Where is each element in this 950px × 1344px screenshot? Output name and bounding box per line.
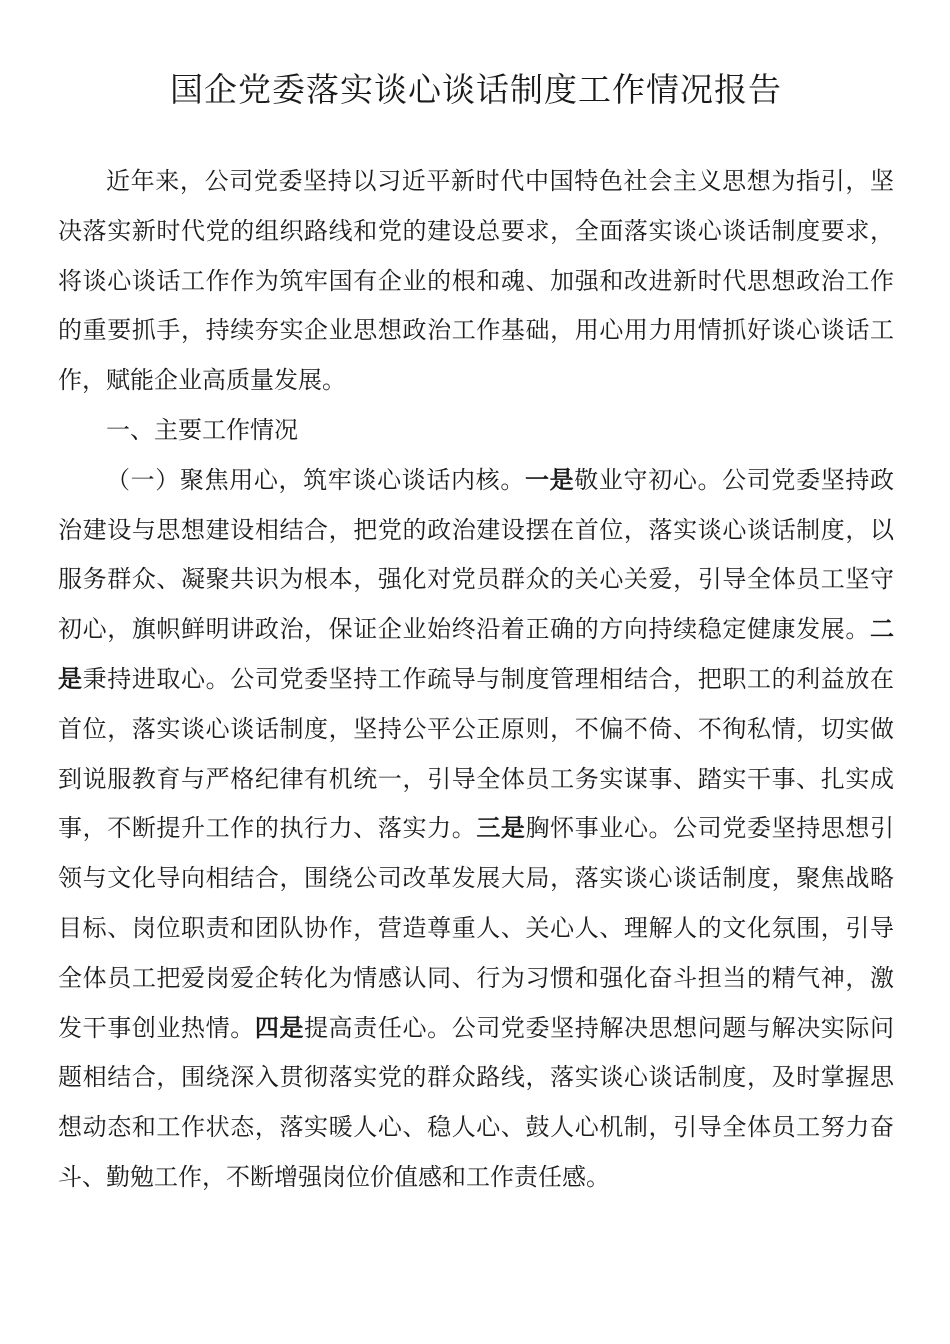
document-page [58, 0, 894, 1203]
item-text-2: 秉持进取心。公司党委坚持工作疏导与制度管理相结合，把职工的利益放在首位，落实谈心谈话制度，坚持公平公正原则，不偏不倚、不徇私情，切实做到说服教育与严格纪律有机统一，引导全体员工务实谋事、踏实干事、扎实成事，不断提升工作的执行力、落实力。 [58, 664, 895, 843]
intro-paragraph: 近年来，公司党委坚持以习近平新时代中国特色社会主义思想为指引，坚决落实新时代党的组织路线和党的建设总要求，全面落实谈心谈话制度要求，将谈心谈话工作作为筑牢国有企业的根和魂、加强和改进新时代思想政治工作的重要抓手，持续夯实企业思想政治工作基础，用心用力用情抓好谈心谈话工作，赋能企业高质量发展。 [58, 167, 894, 395]
item-label-2: 二是 [58, 615, 894, 693]
section-paragraph [58, 456, 894, 1203]
item-label-3: 三是 [476, 814, 526, 843]
section-heading: 一、主要工作情况 [106, 415, 298, 444]
item-text-4: 提高责任心。公司党委坚持解决思想问题与解决实际问题相结合，围绕深入贯彻落实党的群众路线，落实谈心谈话制度，及时掌握思想动态和工作状态，落实暖人心、稳人心、鼓人心机制，引导全体员工努力奋斗、勤勉工作，不断增强岗位价值感和工作责任感。 [58, 1013, 895, 1191]
document-title: 国企党委落实谈心谈话制度工作情况报告 [170, 70, 782, 109]
item-text-3: 胸怀事业心。公司党委坚持思想引领与文化导向相结合，围绕公司改革发展大局，落实谈心谈话制度，聚焦战略目标、岗位职责和团队协作，营造尊重人、关心人、理解人的文化氛围，引导全体员工把爱岗爱企转化为情感认同、行为习惯和强化奋斗担当的精气神，激发干事创业热情。 [58, 814, 895, 1042]
item-label-4: 四是 [254, 1013, 305, 1042]
subsection-lead: （一）聚焦用心，筑牢谈心谈话内核。 [106, 465, 525, 494]
item-text-1: 敬业守初心。公司党委坚持政治建设与思想建设相结合，把党的政治建设摆在首位，落实谈心谈话制度，以服务群众、凝聚共识为根本，强化对党员群众的关心关爱，引导全体员工坚守初心，旗帜鲜明讲政治，保证企业始终沿着正确的方向持续稳定健康发展。 [58, 465, 895, 644]
item-label-1: 一是 [524, 465, 575, 494]
